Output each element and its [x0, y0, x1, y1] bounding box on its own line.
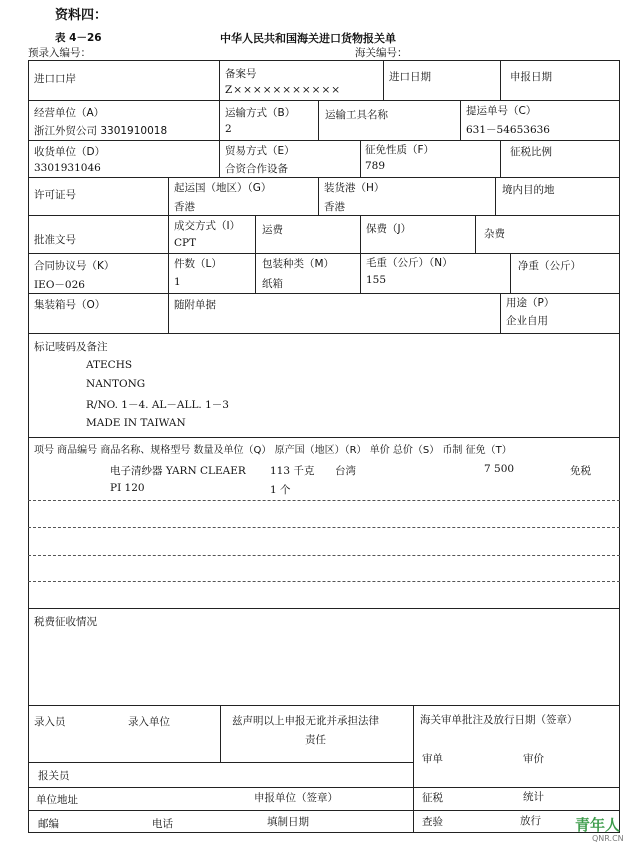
goods-name-value: 电子清纱器 YARN CLEAER: [110, 465, 246, 477]
package-type-label: 包装种类（M）: [262, 258, 335, 270]
declare-unit-label: 申报单位（签章）: [254, 792, 338, 804]
fill-date-label: 填制日期: [267, 816, 309, 828]
net-weight-label: 净重（公斤）: [518, 260, 581, 272]
levy-label: 征税: [422, 792, 443, 804]
declaration-statement: 兹声明以上申报无讹并承担法律: [232, 715, 379, 727]
trade-mode-value: 合资合作设备: [225, 163, 288, 175]
gross-weight-value: 155: [366, 274, 387, 286]
usage-value: 企业自用: [506, 315, 548, 327]
container-number-label: 集装箱号（O）: [34, 299, 106, 311]
goods-origin-value: 台湾: [335, 465, 356, 477]
operator-value: 浙江外贸公司 3301910018: [34, 125, 168, 137]
insurance-label: 保费（J）: [366, 223, 412, 235]
declaration-statement-cont: 责任: [305, 734, 326, 746]
release-label: 放行: [520, 815, 541, 827]
pieces-value: 1: [174, 276, 181, 288]
operator-label: 经营单位（A）: [34, 107, 105, 119]
record-number-label: 备案号: [225, 68, 257, 80]
levy-nature-label: 征免性质（F）: [365, 144, 435, 156]
marks-line: R/NO. 1－4. AL－ALL. 1－3: [86, 399, 229, 411]
inspect-label: 查验: [422, 816, 443, 828]
marks-line: NANTONG: [86, 378, 146, 390]
destination-label: 境内目的地: [502, 184, 555, 196]
levy-nature-value: 789: [365, 160, 386, 172]
goods-total-value: 7 500: [484, 463, 515, 475]
loading-port-value: 香港: [324, 201, 345, 213]
contract-label: 合同协议号（K）: [34, 260, 115, 272]
origin-country-label: 起运国（地区）（G）: [174, 182, 272, 194]
pieces-label: 件数（L）: [174, 258, 222, 270]
approval-number-label: 批准文号: [34, 234, 76, 246]
marks-line: ATECHS: [86, 359, 133, 371]
trade-mode-label: 贸易方式（E）: [225, 145, 295, 157]
license-number-label: 许可证号: [34, 189, 76, 201]
unit-address-label: 单位地址: [36, 794, 78, 806]
deal-mode-value: CPT: [174, 237, 197, 249]
goods-table-header: 项号 商品编号 商品名称、规格型号 数量及单位（Q） 原产国（地区）（R） 单价 总价（S） 币制 征免（T）: [34, 445, 512, 456]
material-label: 资料四：: [55, 8, 108, 23]
entry-person-label: 录入员: [34, 716, 66, 728]
import-port-label: 进口口岸: [34, 73, 76, 85]
contract-value: IEO－026: [34, 279, 85, 291]
pricing-label: 审价: [523, 753, 544, 765]
loading-port-label: 装货港（H）: [324, 182, 385, 194]
customs-review-label: 海关审单批注及放行日期（签章）: [420, 714, 578, 726]
consignee-label: 收货单位（D）: [34, 146, 106, 158]
audit-label: 审单: [422, 753, 443, 765]
transport-mode-value: 2: [225, 123, 232, 135]
preentry-number-label: 预录入编号：: [28, 47, 91, 59]
import-date-label: 进口日期: [389, 71, 431, 83]
freight-label: 运费: [262, 224, 283, 236]
levy-ratio-label: 征税比例: [510, 146, 552, 158]
deal-mode-label: 成交方式（I）: [174, 220, 241, 232]
statistics-label: 统计: [523, 791, 544, 803]
attached-documents-label: 随附单据: [174, 299, 216, 311]
vessel-name-label: 运输工具名称: [325, 109, 388, 121]
bl-number-label: 提运单号（C）: [466, 105, 537, 117]
package-type-value: 纸箱: [262, 278, 283, 290]
usage-label: 用途（P）: [506, 297, 555, 309]
consignee-value: 3301931046: [34, 162, 101, 174]
entry-unit-label: 录入单位: [128, 716, 170, 728]
origin-country-value: 香港: [174, 201, 195, 213]
record-number-value: Z×××××××××××: [225, 84, 342, 96]
watermark-logo: 青年人: [575, 816, 621, 834]
goods-exemption-value: 免税: [570, 465, 591, 477]
table-number: 表 4－26: [55, 32, 102, 44]
gross-weight-label: 毛重（公斤）（N）: [366, 257, 453, 269]
tax-collection-label: 税费征收情况: [34, 616, 97, 628]
goods-quantity2-value: 1 个: [270, 484, 291, 496]
watermark-url: QNR.CN: [592, 834, 624, 843]
marks-line: MADE IN TAIWAN: [86, 417, 186, 429]
bl-number-value: 631－54653636: [466, 124, 550, 136]
goods-model-value: PI 120: [110, 482, 145, 494]
declare-date-label: 申报日期: [510, 71, 552, 83]
broker-label: 报关员: [38, 770, 70, 782]
page-title: 中华人民共和国海关进口货物报关单: [220, 32, 396, 45]
customs-number-label: 海关编号：: [355, 47, 408, 59]
marks-remarks-label: 标记唛码及备注: [34, 341, 108, 353]
misc-fees-label: 杂费: [484, 228, 505, 240]
postcode-label: 邮编: [38, 818, 59, 830]
goods-quantity-value: 113 千克: [270, 465, 315, 477]
transport-mode-label: 运输方式（B）: [225, 107, 296, 119]
phone-label: 电话: [152, 818, 173, 830]
